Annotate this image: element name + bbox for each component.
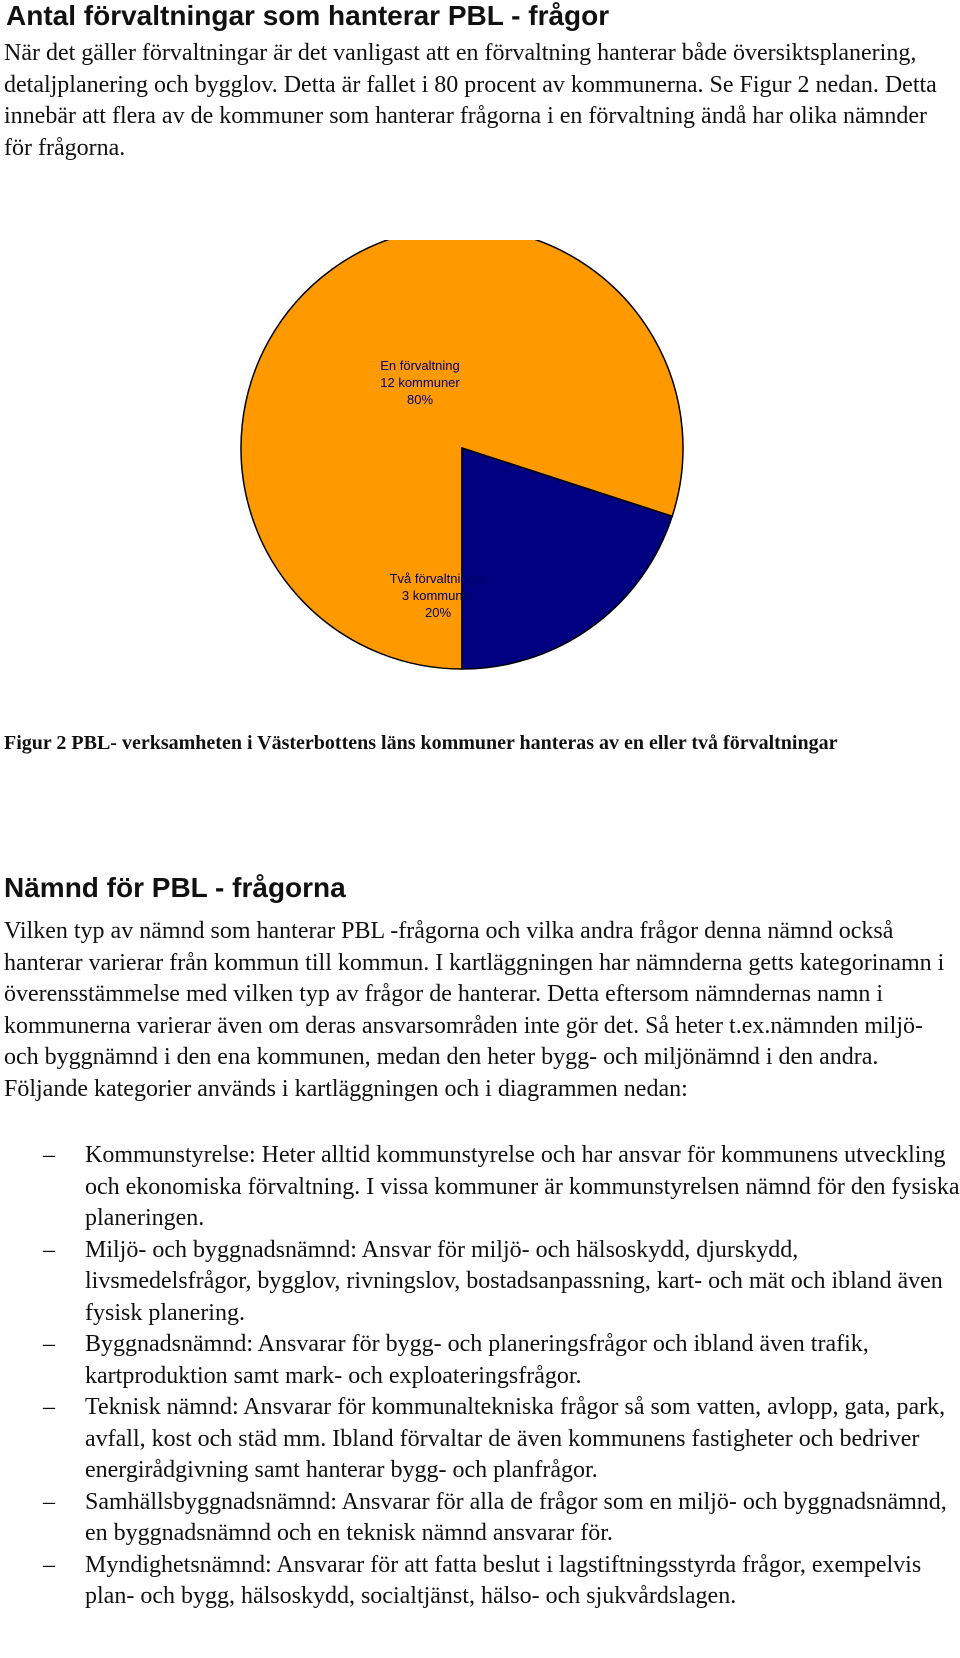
pie-slice-label: 3 kommuner	[401, 588, 475, 603]
section-heading-committee: Nämnd för PBL - frågorna	[4, 872, 346, 903]
list-item	[0, 1392, 960, 1487]
pie-slice-label: 80%	[406, 392, 434, 407]
list-item-text: Byggnadsnämnd: Ansvarar för bygg- och planeringsfrågor och ibland även trafik, kartproduktion samt mark- och exploateringsfrågor.	[85, 1331, 869, 1389]
dash-marker: –	[43, 1488, 55, 1515]
list-item	[0, 1550, 960, 1613]
pie-slice-label: 20%	[424, 605, 452, 620]
pie-chart	[0, 240, 960, 710]
list-item-text: Samhällsbyggnadsnämnd: Ansvarar för alla de frågor som en miljö- och byggnadsnämnd, en byggnadsnämnd och en teknisk nämnd ansvarar för.	[85, 1488, 947, 1546]
intro-paragraph: När det gäller förvaltningar är det vanligast att en förvaltning hanterar både översiktsplanering, detaljplanering och bygglov. Detta är fallet i 80 procent av kommunerna. Se Figur 2 nedan. Detta innebär att flera av de kommuner som hanterar frågorna i en förvaltning ändå har olika nämnder för frågorna.	[4, 40, 937, 161]
list-item-text: Myndighetsnämnd: Ansvarar för att fatta beslut i lagstiftningsstyrda frågor, exempelvis plan- och bygg, hälsoskydd, socialtjänst, hälso- och sjukvårdslagen.	[85, 1551, 922, 1609]
list-item-text: Teknisk nämnd: Ansvarar för kommunaltekniska frågor så som vatten, avlopp, gata, park, avfall, kost och städ mm. Ibland förvaltar de även kommunens fastigheter och bedriver energirådgivning samt hanterar bygg- och planfrågor.	[85, 1394, 946, 1483]
dash-marker: –	[43, 1331, 55, 1357]
committee-paragraph: Vilken typ av nämnd som hanterar PBL -frågorna och vilka andra frågor denna nämnd också hanterar varierar från kommun till kommun. I kartläggningen har nämnderna getts kategorinamn i överensstämmelse med vilken typ av frågor de hanterar. Detta eftersom nämndernas namn i kommunerna varierar även om deras ansvarsområden inte gör det. Så heter t.ex.nämnden miljö- och byggnämnd i den ena kommunen, medan den heter bygg- och miljönämnd i den andra. Följande kategorier används i kartläggningen och i diagrammen nedan:	[4, 918, 945, 1102]
pie-slice-label: 12 kommuner	[380, 375, 460, 390]
list-item	[0, 1329, 960, 1392]
pie-slice-label: En förvaltning	[380, 358, 460, 373]
figure-caption: Figur 2 PBL- verksamheten i Västerbottens läns kommuner hanteras av en eller två förvaltningar	[4, 732, 838, 754]
pie-chart-svg	[0, 240, 960, 710]
dash-marker: –	[43, 1394, 55, 1420]
list-item	[0, 1235, 960, 1330]
dash-marker: –	[43, 1142, 55, 1168]
list-item	[0, 1487, 960, 1550]
dash-marker: –	[43, 1236, 55, 1263]
section-heading-count: Antal förvaltningar som hanterar PBL - frågor	[6, 0, 610, 31]
category-list	[0, 1140, 960, 1613]
list-item-text: Kommunstyrelse: Heter alltid kommunstyrelse och har ansvar för kommunens utveckling och ekonomiska förvaltning. I vissa kommuner är kommunstyrelsen nämnd för den fysiska planeringen.	[85, 1142, 960, 1231]
list-item	[0, 1140, 960, 1235]
dash-marker: –	[43, 1551, 55, 1578]
pie-slice-label: Två förvaltningar	[389, 571, 487, 586]
list-item-text: Miljö- och byggnadsnämnd: Ansvar för miljö- och hälsoskydd, djurskydd, livsmedelsfrågor, bygglov, rivningslov, bostadsanpassning, kart- och mät och ibland även fysisk planering.	[85, 1236, 943, 1326]
